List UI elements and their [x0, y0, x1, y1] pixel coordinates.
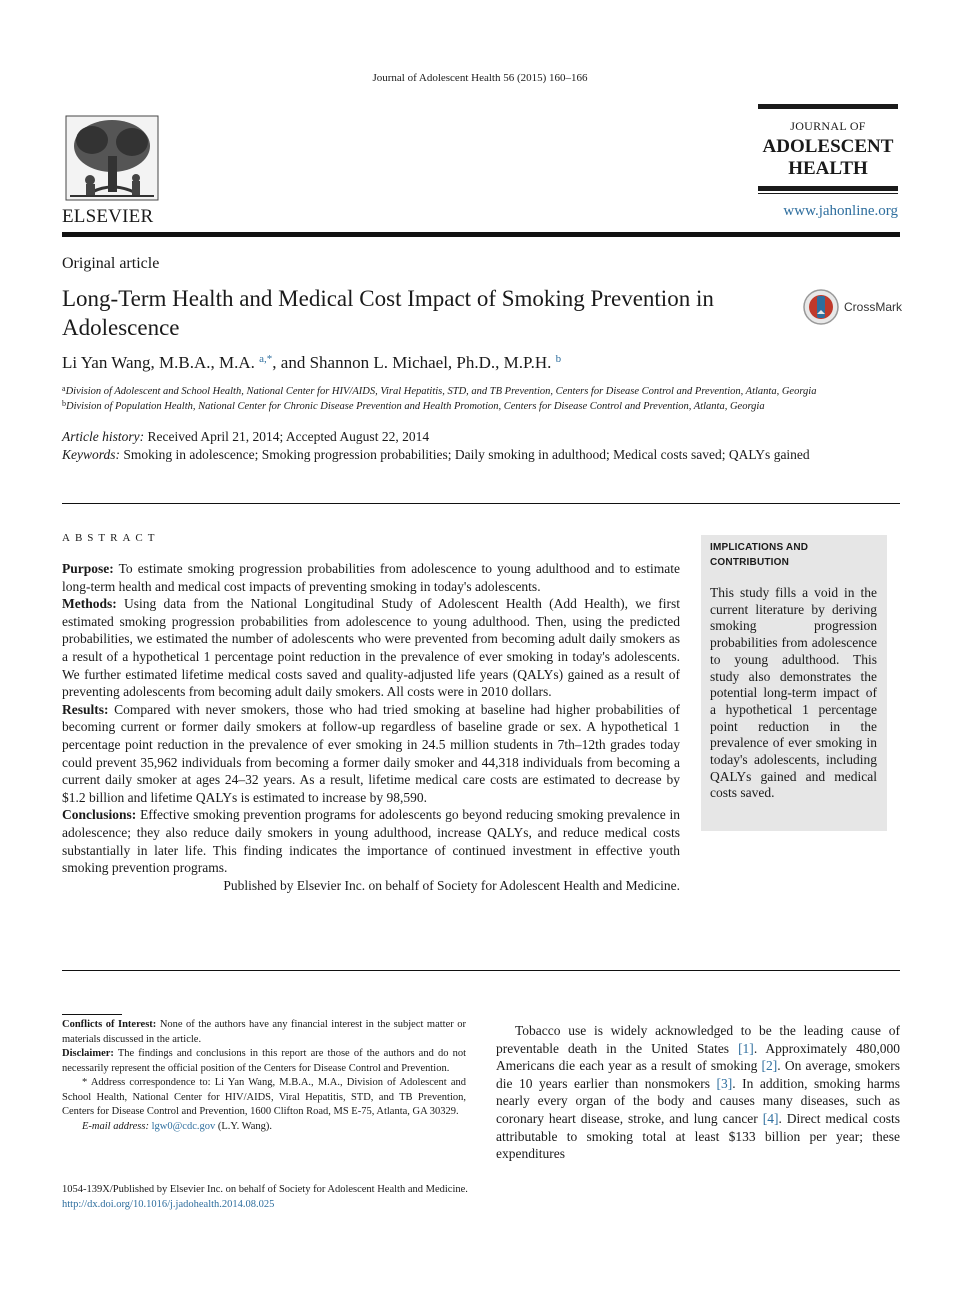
abstract-results: [62, 701, 680, 807]
body-text-span: . Direct medical costs attributable to smoking total at least $133 billion per year; these expenditures: [496, 1110, 900, 1162]
header-divider: [62, 232, 900, 237]
body-paragraph: [496, 1022, 900, 1163]
email-suffix: (L.Y. Wang).: [217, 1120, 273, 1132]
journal-masthead: [758, 104, 898, 194]
conflicts-note: [62, 1018, 466, 1047]
reference-link[interactable]: [1]: [738, 1040, 754, 1056]
author-affiliation-mark[interactable]: a,*: [259, 353, 273, 365]
article-info: [62, 428, 900, 463]
conclusions-text: Effective smoking prevention programs for adolescents go beyond reducing smoking prevalence in adolescence; they also reduce daily smokers in young adulthood, increase QALYs, and reduce medical costs substantially in later life. This finding indicates the importance of continued investment in effective youth smoking prevention programs.: [62, 807, 680, 876]
affiliation-mark: a: [62, 384, 66, 393]
footnote-divider: [62, 1014, 122, 1015]
body-text: [496, 1022, 900, 1163]
disclaimer-label: Disclaimer:: [62, 1048, 114, 1059]
abstract-methods: [62, 595, 680, 701]
results-label: Results:: [62, 701, 109, 717]
body-text-span: Tobacco use is widely acknowledged to be the leading cause of preventable death in the United States: [496, 1023, 900, 1056]
author-affiliation-mark[interactable]: b: [555, 353, 562, 365]
results-text: Compared with never smokers, those who had tried smoking at baseline had higher probabilities of becoming current or former daily smokers at follow-up regardless of baseline grade or sex. A hypothetical 1 percentage point reduction in the prevalence of ever smoking in 24.5 million students in 7th–12th grades today could prevent 35,962 individuals from becoming a former daily smoker and 44,318 individuals from becoming a current daily smoker at ages 24–32 years. As a result, lifetime medical care costs are estimated to decrease by $1.2 billion and lifetime QALYs is estimated to increase by 98,590.: [62, 701, 680, 805]
body-text-span: . In addition, smoking harms nearly every organ of the body and causes many diseases, such as coronary heart disease, stroke, and lung cancer: [496, 1075, 900, 1126]
author-name: Li Yan Wang, M.B.A., M.A.: [62, 353, 255, 372]
reference-link[interactable]: [3]: [716, 1075, 733, 1091]
methods-text: Using data from the National Longitudinal Study of Adolescent Health (Add Health), we first estimated smoking progression probabilities from adolescence to young adulthood. Then, using the predicted probabilities, we estimated the number of adolescents who were prevented from becoming adult daily smokers as a result of a hypothetical 1 percentage point reduction in the prevalence of ever smoking in today's adolescents. We further estimated lifetime medical costs saved and quality-adjusted life years (QALYs) gained as a result of preventing adolescents from becoming adult daily smokers. All costs were in 2010 dollars.: [62, 596, 681, 700]
publication-info: [62, 1182, 468, 1212]
author-separator: , and: [272, 353, 306, 372]
email-link[interactable]: lgw0@cdc.gov: [151, 1120, 216, 1132]
abstract-conclusions: [62, 806, 680, 876]
section-divider: [62, 503, 900, 504]
body-text-span: . Approximately 480,000 Americans die each year as a result of smoking: [496, 1040, 901, 1074]
abstract-purpose: [62, 560, 680, 595]
author-name: Shannon L. Michael, Ph.D., M.P.H.: [309, 353, 552, 372]
implications-box: [701, 535, 887, 831]
reference-link[interactable]: [4]: [762, 1110, 779, 1126]
article-type: Original article: [62, 255, 160, 272]
issn-line: 1054-139X/Published by Elsevier Inc. on behalf of Society for Adolescent Health and Medicine.: [62, 1184, 468, 1195]
disclaimer-text: The findings and conclusions in this report are those of the authors and do not necessarily represent the official position of the Centers for Disease Control and Prevention.: [62, 1048, 466, 1074]
published-by: Published by Elsevier Inc. on behalf of Society for Adolescent Health and Medicine.: [223, 877, 680, 893]
author-list: [62, 353, 561, 373]
affiliation-text: Division of Adolescent and School Health, National Center for HIV/AIDS, Viral Hepatitis, STD, and TB Prevention, Centers for Disease Control and Prevention, Atlanta, Georgia: [65, 386, 817, 397]
crossmark-button[interactable]: [802, 288, 902, 328]
disclaimer-note: [62, 1047, 466, 1076]
elsevier-wordmark: ELSEVIER: [62, 206, 154, 227]
masthead-line1: JOURNAL OF: [790, 119, 866, 133]
reference-link[interactable]: [2]: [761, 1058, 778, 1074]
implications-heading: IMPLICATIONS AND CONTRIBUTION: [710, 542, 809, 568]
crossmark-label: CrossMark: [844, 300, 903, 314]
affiliation-mark: b: [62, 399, 66, 408]
section-divider: [62, 970, 900, 971]
footnotes: [62, 1018, 466, 1134]
article-history: Received April 21, 2014; Accepted August 22, 2014: [147, 429, 430, 444]
masthead-line2: ADOLESCENT: [762, 136, 894, 157]
abstract-body: [62, 560, 680, 894]
purpose-text: To estimate smoking progression probabilities from adolescence to young adulthood and to estimate long-term health and medical cost impacts of preventing smoking in today's adolescents.: [62, 561, 681, 594]
journal-url-link[interactable]: www.jahonline.org: [783, 203, 898, 219]
email-label: E-mail address:: [82, 1120, 149, 1132]
doi-link[interactable]: http://dx.doi.org/10.1016/j.jadohealth.2014.08.025: [62, 1199, 275, 1210]
affiliation: [62, 384, 902, 397]
abstract-heading: ABSTRACT: [62, 532, 160, 544]
conclusions-label: Conclusions:: [62, 807, 137, 823]
email-note: [62, 1120, 466, 1135]
keywords: Smoking in adolescence; Smoking progression probabilities; Daily smoking in adulthood; Medical costs saved; QALYs gained: [123, 446, 810, 462]
conflicts-text: None of the authors have any financial interest in the subject matter or materials discussed in the article.: [62, 1019, 466, 1045]
methods-label: Methods:: [62, 596, 117, 612]
article-title: Long-Term Health and Medical Cost Impact of Smoking Prevention in Adolescence: [62, 286, 714, 340]
purpose-label: Purpose:: [62, 561, 114, 576]
affiliation-text: Division of Population Health, National Center for Chronic Disease Prevention and Health Promotion, Centers for Disease Control and Prevention, Atlanta, Georgia: [66, 401, 765, 412]
implications-text: This study fills a void in the current literature by deriving smoking progression probabilities from adolescence to young adulthood. This study also demonstrates the potential long-term impact of a hypothetical 1 percentage point reduction in the prevalence of ever smoking in today's adolescents, including QALYs gained and medical costs saved.: [710, 585, 877, 801]
journal-citation: Journal of Adolescent Health 56 (2015) 160–166: [372, 72, 588, 84]
tree-icon: [62, 112, 162, 204]
correspondence-note: * Address correspondence to: Li Yan Wang, M.B.A., M.A., Division of Adolescent and School Health, National Center for HIV/AIDS, Viral Hepatitis, STD, and TB Prevention, Centers for Disease Control and Prevention, 1600 Clifton Road, MS E-75, Atlanta, GA 30329.: [62, 1077, 466, 1117]
masthead-line3: HEALTH: [788, 158, 868, 179]
crossmark-icon: [802, 288, 840, 326]
keywords-label: Keywords:: [62, 446, 120, 462]
history-label: Article history:: [62, 429, 145, 444]
conflicts-label: Conflicts of Interest:: [62, 1019, 157, 1030]
affiliation: [62, 399, 902, 412]
elsevier-logo: [62, 112, 162, 228]
body-text-span: . On average, smokers die 10 years earlier than nonsmokers: [496, 1058, 901, 1091]
